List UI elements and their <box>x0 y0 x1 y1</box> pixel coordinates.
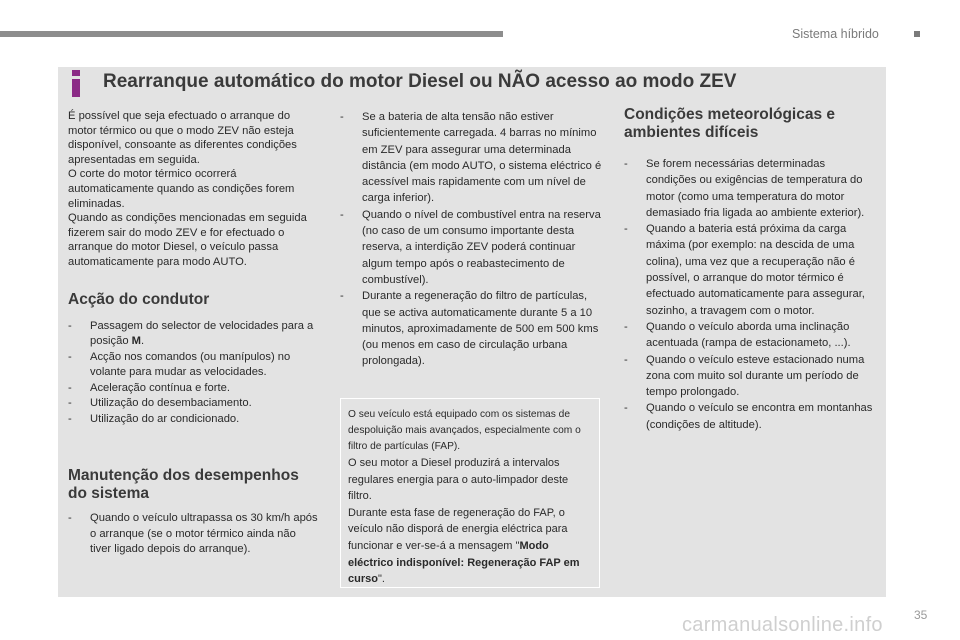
left-column <box>68 109 318 558</box>
list-item: - Quando o veículo esteve estacionado numa zona com muito sol durante um período de tempo prolongado. <box>624 353 865 399</box>
list-item: - Utilização do ar condicionado. <box>68 412 240 425</box>
list-item: - Aceleração contínua e forte. <box>68 381 230 394</box>
acao-list <box>68 319 318 428</box>
manutencao-list <box>68 511 318 558</box>
list-item: - Quando o nível de combustível entra na reserva (no caso de um consumo importante desta reserva, a interdição ZEV poderá continuar algum tempo após o reabastecimento de combustível). <box>340 208 601 286</box>
note-text: O seu motor a Diesel produzirá a intervalos regulares energia para o auto-limpador deste filtro. <box>348 457 569 503</box>
intro-text <box>68 109 318 270</box>
list-item: - Acção nos comandos (ou manípulos) no volante para mudar as velocidades. <box>68 350 291 379</box>
meteo-heading: Condições meteorológicas e ambientes difíceis <box>624 106 836 141</box>
info-icon <box>67 68 85 98</box>
manutencao-heading: Manutenção dos desempenhos do sistema <box>68 467 299 503</box>
note-intro: O seu veículo está equipado com os sistemas de despoluição mais avançados, especialmente com o filtro de partículas (FAP). <box>348 409 581 452</box>
watermark: carmanualsonline.info <box>682 614 883 636</box>
list-item: - Se a bateria de alta tensão não estiver suficientemente carregada. 4 barras no mínimo em ZEV para assegurar uma determinada distância (em modo AUTO, o sistema eléctrico é acessível mais rapidamente com um nível de carga inferior). <box>340 111 602 205</box>
intro-paragraph: É possível que seja efectuado o arranque do motor térmico ou que o modo ZEV não esteja disponível, consoante as diferentes condições apresentadas em seguida. <box>68 110 297 166</box>
intro-paragraph: O corte do motor térmico ocorrerá automaticamente quando as condições forem eliminadas. <box>68 168 295 210</box>
section-title: Sistema híbrido <box>792 27 879 41</box>
list-item: - Quando o veículo ultrapassa os 30 km/h após o arranque (se o motor térmico ainda não tiver ligado depois do arranque). <box>68 512 318 556</box>
acao-heading: Acção do condutor <box>68 290 210 308</box>
list-item: - Se forem necessárias determinadas condições ou exigências de temperatura do motor (como uma temperatura do motor demasiado fria ligada ao ambiente exterior). <box>624 158 865 219</box>
fap-note-box <box>340 398 600 588</box>
page-number: 35 <box>914 608 928 622</box>
right-column <box>624 106 876 433</box>
middle-column <box>340 109 605 370</box>
page-title: Rearranque automático do motor Diesel ou NÃO acesso ao modo ZEV <box>103 71 737 92</box>
list-item: - Durante a regeneração do filtro de partículas, que se activa automaticamente durante 5 a 10 minutos, aproximadamente de 500 em 500 kms (ou menos em caso de circulação urbana prolongada). <box>340 290 599 368</box>
list-item: - Quando a bateria está próxima da carga máxima (por exemplo: na descida de uma colina), uma vez que a recuperação não é possível, o arranque do motor térmico é efectuado automaticamente para assegurar, sozinho, a travagem com o motor. <box>624 223 865 317</box>
list-item: - Quando o veículo aborda uma inclinação acentuada (rampa de estacionameto, ...). <box>624 320 851 350</box>
intro-paragraph: Quando as condições mencionadas em seguida fizerem sair do modo ZEV e for efectuado o arranque do motor Diesel, o veículo passa automaticamente para modo AUTO. <box>68 212 307 268</box>
list-item: - Passagem do selector de velocidades para a posição M. <box>68 319 314 348</box>
section-marker <box>914 31 920 37</box>
list-item: - Utilização do desembaciamento. <box>68 397 252 410</box>
meteo-list <box>624 156 876 433</box>
header-rule <box>0 31 503 37</box>
zev-conditions-list <box>340 109 605 370</box>
note-message: Durante esta fase de regeneração do FAP, o veículo não disporá de energia eléctrica para funcionar e ver-se-á a mensagem "Modo eléctrico indisponível: Regeneração FAP em curso". <box>348 506 580 586</box>
list-item: - Quando o veículo se encontra em montanhas (condições de altitude). <box>624 402 873 431</box>
